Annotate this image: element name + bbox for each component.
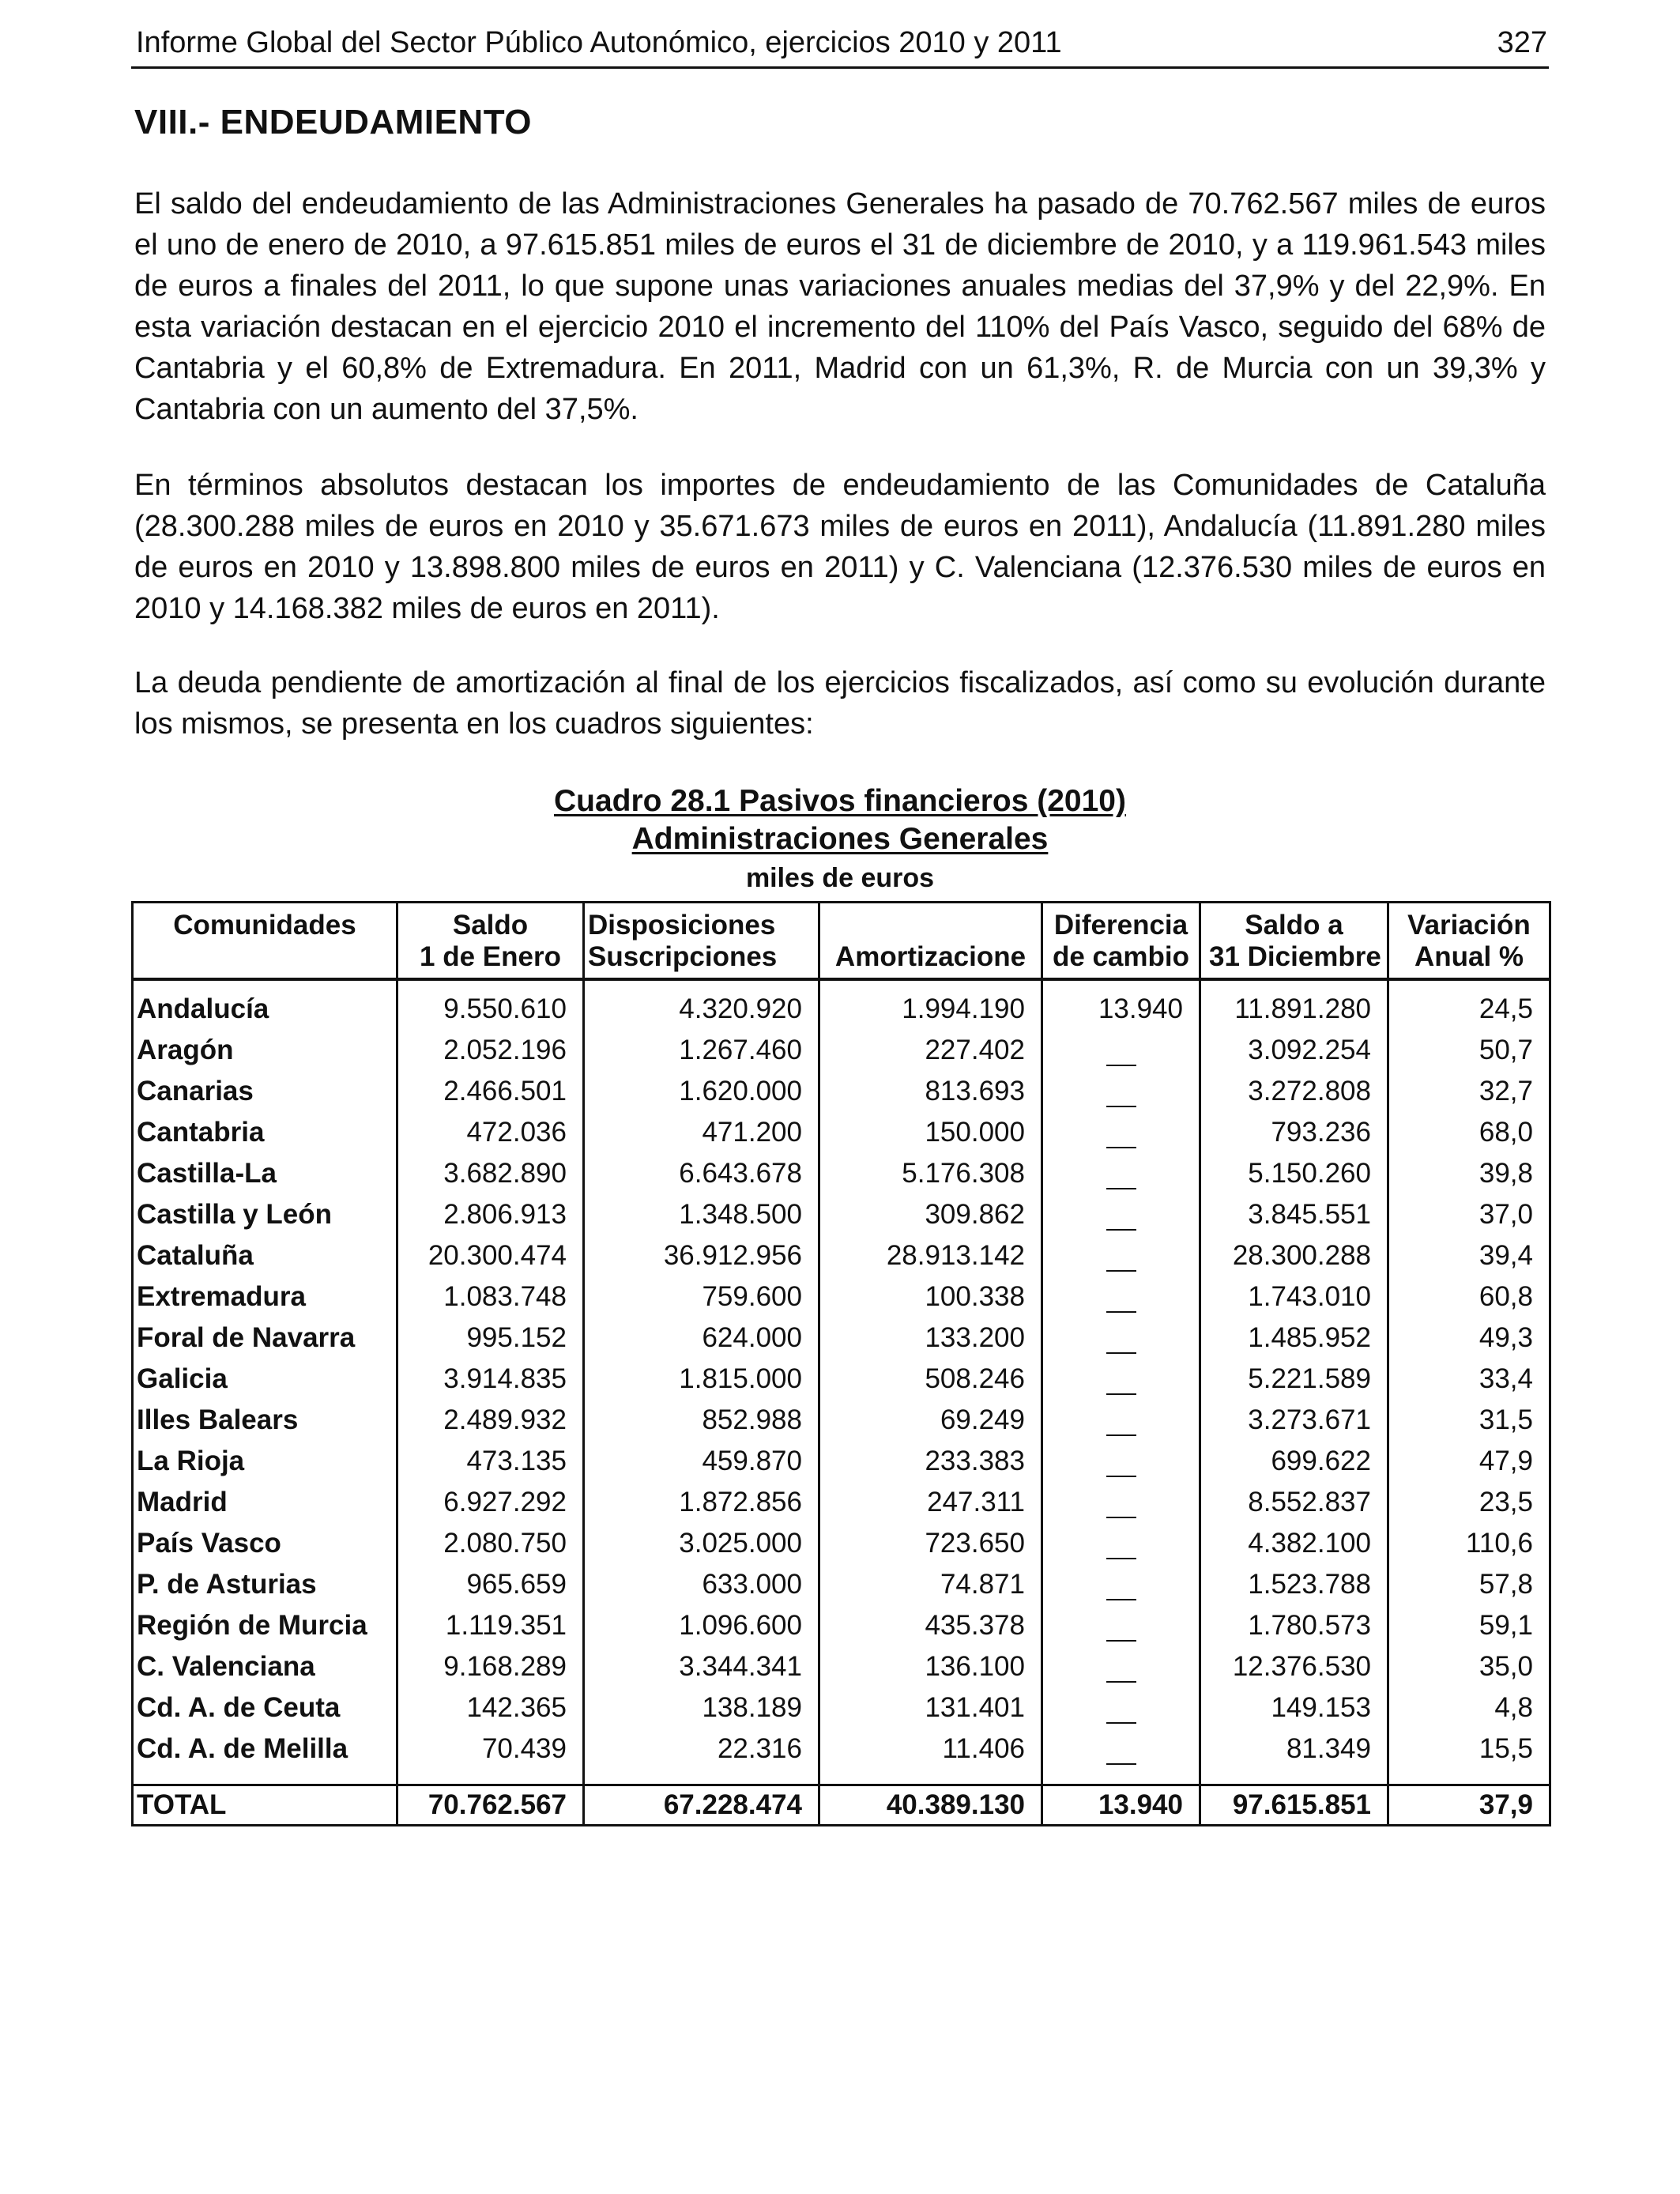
header-de-cambio: de cambio (1042, 941, 1200, 979)
header-disposiciones: Disposiciones (584, 903, 819, 942)
cell-diferencia-empty (1042, 1523, 1200, 1564)
cell-disposiciones: 1.096.600 (584, 1605, 819, 1646)
table-row (133, 1194, 1550, 1235)
total-diferencia: 13.940 (1042, 1785, 1200, 1826)
cell-saldo-31: 1.743.010 (1200, 1276, 1388, 1318)
table-row (133, 1646, 1550, 1687)
cell-comunidad: Madrid (133, 1482, 397, 1523)
table-body (133, 979, 1550, 1785)
cell-comunidad: Cd. A. de Melilla (133, 1728, 397, 1770)
section-title: VIII.- ENDEUDAMIENTO (134, 103, 533, 141)
cell-diferencia-empty (1042, 1687, 1200, 1728)
table-units: miles de euros (745, 863, 935, 893)
cell-saldo-31: 1.780.573 (1200, 1605, 1388, 1646)
debt-table (131, 901, 1551, 1826)
total-disposiciones: 67.228.474 (584, 1785, 819, 1826)
header-anual: Anual % (1388, 941, 1550, 979)
total-saldo: 70.762.567 (397, 1785, 584, 1826)
cell-diferencia: 13.940 (1042, 979, 1200, 1030)
cell-disposiciones: 3.025.000 (584, 1523, 819, 1564)
cell-diferencia-empty (1042, 1235, 1200, 1276)
header-saldo: Saldo (397, 903, 584, 942)
cell-saldo-31: 12.376.530 (1200, 1646, 1388, 1687)
total-variacion: 37,9 (1388, 1785, 1550, 1826)
header-comunidades-cont (133, 941, 397, 979)
cell-saldo: 1.083.748 (397, 1276, 584, 1318)
cell-saldo: 70.439 (397, 1728, 584, 1770)
cell-amortizacion: 508.246 (819, 1359, 1042, 1400)
paragraph: El saldo del endeudamiento de las Administraciones Generales ha pasado de 70.762.567 miles de euros el uno de enero de 2010, a 97.615.851 miles de euros el 31 de diciembre de 2010, y a 119.961.543 miles de euros a finales del 2011, lo que supone unas variaciones anuales medias del 37,9% y del 22,9%. En esta variación destacan en el ejercicio 2010 el incremento del 110% del País Vasco, seguido del 68% de Cantabria y el 60,8% de Extremadura. En 2011, Madrid con un 61,3%, R. de Murcia con un 39,3% y Cantabria con un aumento del 37,5%. (134, 187, 1546, 426)
cell-comunidad: Andalucía (133, 979, 397, 1030)
cell-saldo-31: 3.092.254 (1200, 1030, 1388, 1071)
cell-saldo-31: 28.300.288 (1200, 1235, 1388, 1276)
cell-disposiciones: 36.912.956 (584, 1235, 819, 1276)
table-row (133, 1441, 1550, 1482)
table-row (133, 1112, 1550, 1153)
cell-diferencia-empty (1042, 1153, 1200, 1194)
table-row (133, 1153, 1550, 1194)
cell-disposiciones: 759.600 (584, 1276, 819, 1318)
cell-diferencia-empty (1042, 1112, 1200, 1153)
cell-amortizacion: 100.338 (819, 1276, 1042, 1318)
cell-variacion: 47,9 (1388, 1441, 1550, 1482)
cell-diferencia-empty (1042, 1441, 1200, 1482)
blank-dash (1106, 1120, 1136, 1148)
blank-dash (1106, 1531, 1136, 1559)
cell-diferencia-empty (1042, 1276, 1200, 1318)
cell-amortizacion: 233.383 (819, 1441, 1042, 1482)
cell-disposiciones: 1.872.856 (584, 1482, 819, 1523)
cell-diferencia-empty (1042, 1482, 1200, 1523)
cell-amortizacion: 1.994.190 (819, 979, 1042, 1030)
spacer-cell (133, 1770, 397, 1785)
cell-variacion: 31,5 (1388, 1400, 1550, 1441)
header-saldo-sub: 1 de Enero (397, 941, 584, 979)
blank-dash (1106, 1161, 1136, 1189)
cell-saldo: 9.550.610 (397, 979, 584, 1030)
cell-diferencia-empty (1042, 1359, 1200, 1400)
blank-dash (1106, 1613, 1136, 1642)
cell-comunidad: P. de Asturias (133, 1564, 397, 1605)
total-saldo-31: 97.615.851 (1200, 1785, 1388, 1826)
cell-disposiciones: 1.348.500 (584, 1194, 819, 1235)
cell-variacion: 23,5 (1388, 1482, 1550, 1523)
cell-saldo-31: 81.349 (1200, 1728, 1388, 1770)
cell-comunidad: Castilla y León (133, 1194, 397, 1235)
table-subcaption (131, 822, 1549, 857)
cell-saldo: 2.080.750 (397, 1523, 584, 1564)
cell-comunidad: C. Valenciana (133, 1646, 397, 1687)
cell-comunidad: Extremadura (133, 1276, 397, 1318)
cell-variacion: 35,0 (1388, 1646, 1550, 1687)
table-row (133, 1359, 1550, 1400)
table-row (133, 1235, 1550, 1276)
blank-dash (1106, 1449, 1136, 1477)
cell-disposiciones: 22.316 (584, 1728, 819, 1770)
header-comunidades: Comunidades (133, 903, 397, 942)
cell-amortizacion: 247.311 (819, 1482, 1042, 1523)
cell-saldo: 9.168.289 (397, 1646, 584, 1687)
cell-saldo-31: 5.150.260 (1200, 1153, 1388, 1194)
table-row (133, 1318, 1550, 1359)
blank-dash (1106, 1408, 1136, 1436)
cell-disposiciones: 624.000 (584, 1318, 819, 1359)
blank-dash (1106, 1202, 1136, 1231)
cell-saldo: 3.682.890 (397, 1153, 584, 1194)
cell-comunidad: Illes Balears (133, 1400, 397, 1441)
cell-amortizacion: 136.100 (819, 1646, 1042, 1687)
table-row (133, 1687, 1550, 1728)
paragraph: La deuda pendiente de amortización al final de los ejercicios fiscalizados, así como su evolución durante los mismos, se presenta en los cuadros siguientes: (134, 666, 1546, 741)
cell-saldo: 2.466.501 (397, 1071, 584, 1112)
cell-diferencia-empty (1042, 1400, 1200, 1441)
cell-disposiciones: 1.267.460 (584, 1030, 819, 1071)
cell-saldo: 965.659 (397, 1564, 584, 1605)
cell-saldo-31: 4.382.100 (1200, 1523, 1388, 1564)
table-row (133, 1523, 1550, 1564)
cell-comunidad: Foral de Navarra (133, 1318, 397, 1359)
table-caption (131, 784, 1549, 819)
cell-saldo-31: 8.552.837 (1200, 1482, 1388, 1523)
blank-dash (1106, 1079, 1136, 1107)
report-title: Informe Global del Sector Público Autonómico, ejercicios 2010 y 2011 (136, 26, 1062, 59)
cell-saldo: 3.914.835 (397, 1359, 584, 1400)
spacer-cell (819, 1770, 1042, 1785)
running-header (131, 22, 1549, 69)
cell-variacion: 110,6 (1388, 1523, 1550, 1564)
table-row (133, 1605, 1550, 1646)
total-row (133, 1785, 1550, 1826)
cell-amortizacion: 150.000 (819, 1112, 1042, 1153)
header-31-diciembre: 31 Diciembre (1200, 941, 1388, 979)
cell-variacion: 49,3 (1388, 1318, 1550, 1359)
cell-amortizacion: 435.378 (819, 1605, 1042, 1646)
cell-variacion: 24,5 (1388, 979, 1550, 1030)
spacer-cell (1388, 1770, 1550, 1785)
cell-disposiciones: 459.870 (584, 1441, 819, 1482)
header-suscripciones: Suscripciones (584, 941, 819, 979)
table-row (133, 1482, 1550, 1523)
cell-disposiciones: 138.189 (584, 1687, 819, 1728)
cell-saldo-31: 3.272.808 (1200, 1071, 1388, 1112)
cell-saldo: 2.806.913 (397, 1194, 584, 1235)
table-row (133, 1728, 1550, 1770)
cell-variacion: 50,7 (1388, 1030, 1550, 1071)
header-variacion: Variación (1388, 903, 1550, 942)
cell-saldo: 142.365 (397, 1687, 584, 1728)
cell-saldo-31: 1.523.788 (1200, 1564, 1388, 1605)
table-spacer-row (133, 1770, 1550, 1785)
cell-amortizacion: 227.402 (819, 1030, 1042, 1071)
cell-saldo-31: 5.221.589 (1200, 1359, 1388, 1400)
cell-saldo-31: 699.622 (1200, 1441, 1388, 1482)
cell-disposiciones: 3.344.341 (584, 1646, 819, 1687)
table-subcaption-text: Administraciones Generales (631, 822, 1049, 856)
cell-comunidad: Cd. A. de Ceuta (133, 1687, 397, 1728)
table-row (133, 1400, 1550, 1441)
blank-dash (1106, 1695, 1136, 1724)
cell-variacion: 32,7 (1388, 1071, 1550, 1112)
total-label: TOTAL (133, 1785, 397, 1826)
blank-dash (1106, 1736, 1136, 1765)
cell-comunidad: Galicia (133, 1359, 397, 1400)
cell-variacion: 57,8 (1388, 1564, 1550, 1605)
cell-amortizacion: 74.871 (819, 1564, 1042, 1605)
table-row (133, 1564, 1550, 1605)
cell-disposiciones: 1.815.000 (584, 1359, 819, 1400)
cell-diferencia-empty (1042, 1646, 1200, 1687)
table-row (133, 1030, 1550, 1071)
cell-diferencia-empty (1042, 1318, 1200, 1359)
total-amortizacion: 40.389.130 (819, 1785, 1042, 1826)
cell-saldo: 2.489.932 (397, 1400, 584, 1441)
cell-saldo-31: 11.891.280 (1200, 979, 1388, 1030)
spacer-cell (1200, 1770, 1388, 1785)
cell-comunidad: Región de Murcia (133, 1605, 397, 1646)
spacer-cell (397, 1770, 584, 1785)
cell-comunidad: Aragón (133, 1030, 397, 1071)
cell-saldo: 6.927.292 (397, 1482, 584, 1523)
blank-dash (1106, 1325, 1136, 1354)
blank-dash (1106, 1654, 1136, 1683)
cell-diferencia-empty (1042, 1728, 1200, 1770)
table-row (133, 1276, 1550, 1318)
cell-saldo-31: 149.153 (1200, 1687, 1388, 1728)
cell-saldo: 20.300.474 (397, 1235, 584, 1276)
cell-disposiciones: 4.320.920 (584, 979, 819, 1030)
table-row (133, 1071, 1550, 1112)
cell-amortizacion: 69.249 (819, 1400, 1042, 1441)
cell-comunidad: Canarias (133, 1071, 397, 1112)
blank-dash (1106, 1284, 1136, 1313)
cell-diferencia-empty (1042, 1194, 1200, 1235)
cell-amortizacion: 309.862 (819, 1194, 1042, 1235)
cell-amortizacion: 131.401 (819, 1687, 1042, 1728)
cell-comunidad: Cataluña (133, 1235, 397, 1276)
cell-saldo-31: 3.273.671 (1200, 1400, 1388, 1441)
cell-amortizacion: 813.693 (819, 1071, 1042, 1112)
cell-comunidad: País Vasco (133, 1523, 397, 1564)
cell-amortizacion: 11.406 (819, 1728, 1042, 1770)
table-row (133, 979, 1550, 1030)
header-diferencia: Diferencia (1042, 903, 1200, 942)
blank-dash (1106, 1367, 1136, 1395)
cell-diferencia-empty (1042, 1071, 1200, 1112)
table-caption-text: Cuadro 28.1 Pasivos financieros (2010) (554, 784, 1126, 818)
cell-disposiciones: 6.643.678 (584, 1153, 819, 1194)
cell-saldo: 995.152 (397, 1318, 584, 1359)
cell-saldo: 472.036 (397, 1112, 584, 1153)
cell-saldo: 2.052.196 (397, 1030, 584, 1071)
blank-dash (1106, 1243, 1136, 1272)
cell-disposiciones: 471.200 (584, 1112, 819, 1153)
cell-disposiciones: 1.620.000 (584, 1071, 819, 1112)
cell-diferencia-empty (1042, 1030, 1200, 1071)
page-number: 327 (1497, 26, 1547, 59)
cell-saldo-31: 1.485.952 (1200, 1318, 1388, 1359)
cell-amortizacion: 28.913.142 (819, 1235, 1042, 1276)
header-amortizacion-top (819, 903, 1042, 942)
cell-comunidad: Castilla-La (133, 1153, 397, 1194)
cell-variacion: 39,8 (1388, 1153, 1550, 1194)
cell-amortizacion: 5.176.308 (819, 1153, 1042, 1194)
blank-dash (1106, 1572, 1136, 1600)
cell-variacion: 37,0 (1388, 1194, 1550, 1235)
cell-disposiciones: 633.000 (584, 1564, 819, 1605)
spacer-cell (584, 1770, 819, 1785)
cell-comunidad: Cantabria (133, 1112, 397, 1153)
cell-variacion: 68,0 (1388, 1112, 1550, 1153)
cell-diferencia-empty (1042, 1605, 1200, 1646)
cell-amortizacion: 133.200 (819, 1318, 1042, 1359)
cell-variacion: 33,4 (1388, 1359, 1550, 1400)
cell-variacion: 15,5 (1388, 1728, 1550, 1770)
blank-dash (1106, 1490, 1136, 1518)
cell-saldo: 1.119.351 (397, 1605, 584, 1646)
header-amortizacion: Amortizacione (819, 941, 1042, 979)
cell-saldo: 473.135 (397, 1441, 584, 1482)
cell-variacion: 39,4 (1388, 1235, 1550, 1276)
cell-diferencia-empty (1042, 1564, 1200, 1605)
cell-saldo-31: 3.845.551 (1200, 1194, 1388, 1235)
blank-dash (1106, 1038, 1136, 1066)
spacer-cell (1042, 1770, 1200, 1785)
cell-amortizacion: 723.650 (819, 1523, 1042, 1564)
cell-saldo-31: 793.236 (1200, 1112, 1388, 1153)
cell-disposiciones: 852.988 (584, 1400, 819, 1441)
cell-variacion: 59,1 (1388, 1605, 1550, 1646)
cell-comunidad: La Rioja (133, 1441, 397, 1482)
cell-variacion: 4,8 (1388, 1687, 1550, 1728)
header-saldo-31: Saldo a (1200, 903, 1388, 942)
paragraph: En términos absolutos destacan los importes de endeudamiento de las Comunidades de Cataluña (28.300.288 miles de euros en 2010 y 35.671.673 miles de euros en 2011), Andalucía (11.891.280 miles de euros en 2010 y 13.898.800 miles de euros en 2011) y C. Valenciana (12.376.530 miles de euros en 2010 y 14.168.382 miles de euros en 2011). (134, 469, 1546, 625)
cell-variacion: 60,8 (1388, 1276, 1550, 1318)
